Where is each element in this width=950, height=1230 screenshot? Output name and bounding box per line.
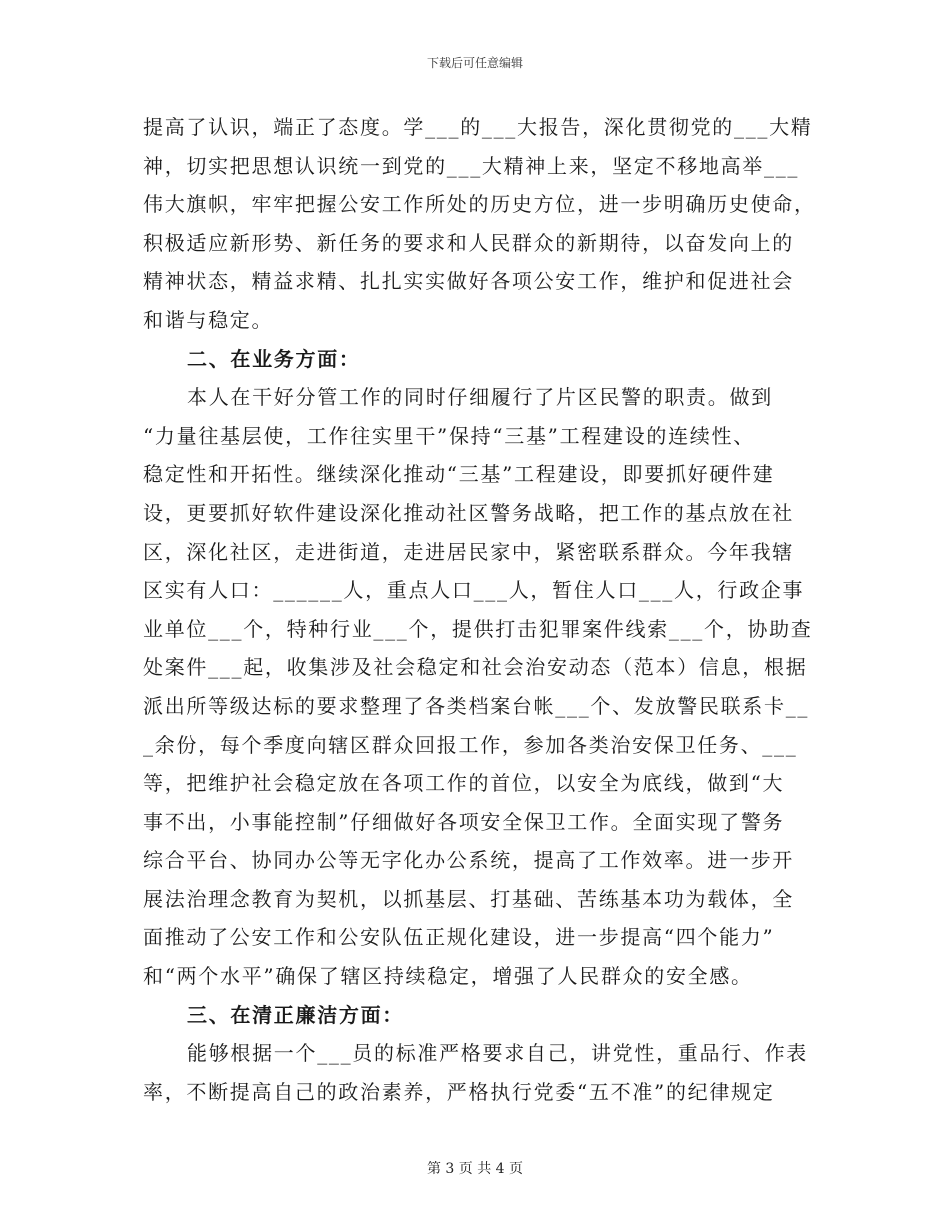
- body-line: 本人在干好分管工作的同时仔细履行了片区民警的职责。做到: [187, 385, 773, 410]
- body-line: 事不出，小事能控制”仔细做好各项安全保卫工作。全面实现了警务: [143, 809, 785, 834]
- body-line: 设，更要抓好软件建设深化推动社区警务战略，把工作的基点放在社: [143, 500, 794, 525]
- body-line: 派出所等级达标的要求整理了各类档案台帐___个、发放警民联系卡__: [143, 693, 810, 718]
- body-line: 积极适应新形势、新任务的要求和人民群众的新期待，以奋发向上的: [143, 230, 794, 255]
- body-line: 面推动了公安工作和公安队伍正规化建设，进一步提高“四个能力”: [143, 925, 775, 950]
- body-line: 和“两个水平”确保了辖区持续稳定，增强了人民群众的安全感。: [143, 964, 753, 989]
- body-line: 区，深化社区，走进街道，走进居民家中，紧密联系群众。今年我辖: [143, 539, 794, 564]
- body-line: 率，不断提高自己的政治素养，严格执行党委“五不准”的纪律规定: [143, 1079, 775, 1104]
- document-body: [143, 108, 823, 1111]
- body-line: 和谐与稳定。: [143, 307, 274, 332]
- body-line: 处案件___起，收集涉及社会稳定和社会治安动态（范本）信息，根据: [143, 655, 808, 680]
- body-line: 稳定性和开拓性。继续深化推动“三基”工程建设，即要抓好硬件建: [143, 462, 775, 487]
- body-line: 综合平台、协同办公等无字化办公系统，提高了工作效率。进一步开: [143, 848, 794, 873]
- body-line: 提高了认识，端正了态度。学___的___大报告，深化贯彻党的___大精: [143, 115, 813, 139]
- body-line: 能够根据一个___员的标准严格要求自己，讲党性，重品行、作表: [187, 1041, 808, 1066]
- section-heading: 二、在业务方面：: [187, 346, 361, 371]
- section-heading: 三、在清正廉洁方面：: [187, 1002, 404, 1027]
- page-number: 第 3 页 共 4 页: [426, 1161, 524, 1177]
- body-line: _余份，每个季度向辖区群众回报工作，参加各类治安保卫任务、___: [143, 732, 798, 757]
- body-line: 展法治理念教育为契机，以抓基层、打基础、苦练基本功为载体，全: [143, 886, 794, 911]
- body-line: 神，切实把思想认识统一到党的___大精神上来，坚定不移地高举___: [143, 153, 800, 178]
- body-line: 等，把维护社会稳定放在各项工作的首位，以安全为底线，做到“大: [143, 771, 785, 796]
- body-line: 伟大旗帜，牢牢把握公安工作所处的历史方位，进一步明确历史使命，: [143, 192, 816, 217]
- body-line: 区实有人口：______人，重点人口___人，暂住人口___人，行政企事: [143, 578, 805, 603]
- body-line: “力量往基层使，工作往实里干”保持“三基”工程建设的连续性、: [143, 423, 755, 448]
- body-line: 精神状态，精益求精、扎扎实实做好各项公安工作，维护和促进社会: [143, 269, 794, 294]
- body-line: 业单位___个，特种行业___个，提供打击犯罪案件线索___个，协助查: [143, 616, 813, 641]
- page-header: 下载后可任意编辑: [426, 56, 523, 70]
